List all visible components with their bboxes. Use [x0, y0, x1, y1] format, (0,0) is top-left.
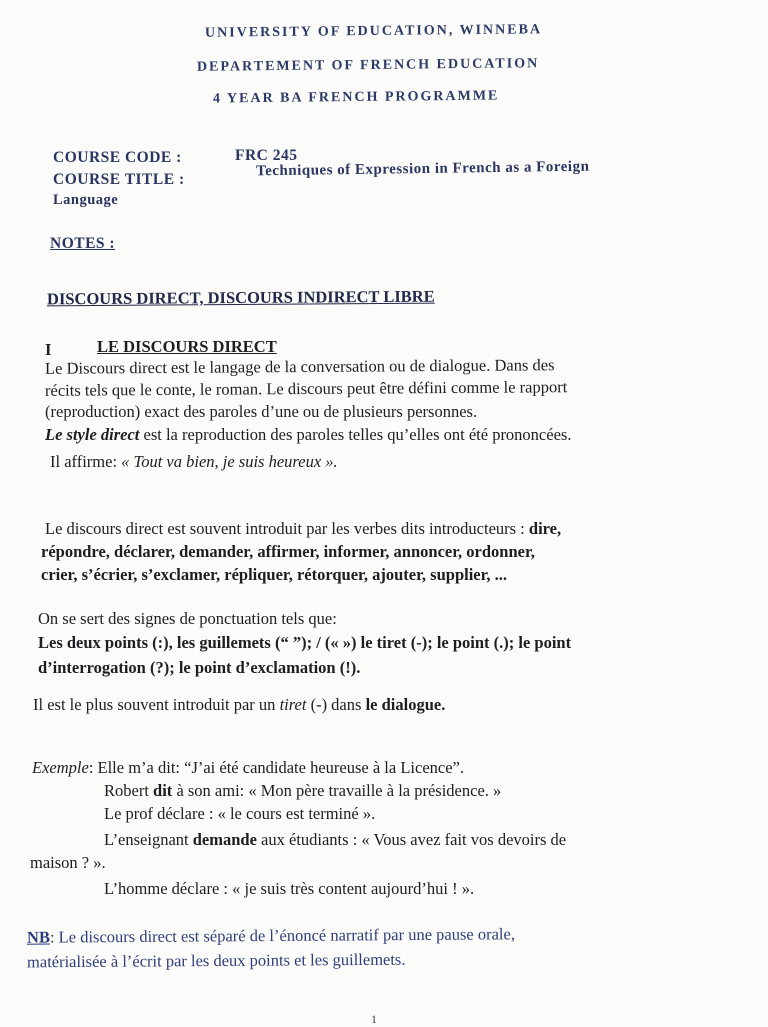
nb-line2: matérialisée à l’écrit par les deux points et les guillemets.	[26, 949, 406, 972]
para2-line1-text: Le discours direct est souvent introduit par les verbes dits introducteurs :	[45, 519, 529, 538]
para1-line5-lead: Il affirme:	[50, 452, 122, 471]
course-title-continued: Language	[53, 192, 119, 208]
nb-label: NB	[26, 927, 50, 947]
subsection-number: I	[45, 340, 52, 359]
para3-line3: d’interrogation (?); le point d’exclamation (!).	[38, 658, 361, 677]
para1-quote: « Tout va bien, je suis heureux ».	[121, 452, 338, 471]
course-code-value: FRC 245	[235, 147, 298, 164]
para4-b: (-) dans	[306, 695, 366, 714]
para2-line1	[45, 518, 561, 540]
example-line5: maison ? ».	[30, 853, 106, 872]
para1-line3: (reproduction) exact des paroles d’une ou de plusieurs personnes.	[45, 402, 478, 421]
example-line4	[104, 829, 566, 851]
para4	[33, 694, 445, 716]
style-direct-term: Le style direct	[45, 425, 140, 444]
department-name: DEPARTEMENT OF FRENCH EDUCATION	[196, 56, 540, 75]
subsection-title: LE DISCOURS DIRECT	[97, 337, 277, 356]
para1-line1: Le Discours direct est le langage de la conversation ou de dialogue. Dans des	[44, 355, 555, 378]
section-title: DISCOURS DIRECT, DISCOURS INDIRECT LIBRE	[46, 286, 435, 309]
para3-line2: Les deux points (:), les guillemets (“ ”); / (« ») le tiret (-); le point (.); le point	[38, 633, 572, 652]
nb-line1-text: : Le discours direct est séparé de l’énoncé narratif par une pause orale,	[49, 924, 515, 947]
example-line4-b: aux étudiants : « Vous avez fait vos devoirs de	[256, 830, 567, 849]
example-line4-a: L’enseignant	[104, 830, 193, 849]
programme-name: 4 YEAR BA FRENCH PROGRAMME	[212, 88, 500, 107]
course-title-label: COURSE TITLE :	[53, 171, 185, 188]
para4-a: Il est le plus souvent introduit par un	[33, 695, 280, 714]
para3-line1: On se sert des signes de ponctuation tels que:	[38, 609, 337, 628]
para1-line4	[45, 424, 571, 446]
para1-line4-rest: est la reproduction des paroles telles qu’elles ont été prononcées.	[139, 425, 572, 444]
example-line3: Le prof déclare : « le cours est terminé ».	[104, 804, 376, 823]
para4-tiret: tiret	[279, 695, 307, 714]
example-line4-bold: demande	[192, 830, 257, 849]
para2-line2: répondre, déclarer, demander, affirmer, informer, annoncer, ordonner,	[41, 542, 535, 561]
page-number: 1	[371, 1012, 377, 1026]
para1-line5	[50, 451, 338, 473]
nb-line1	[27, 923, 515, 948]
para1-line2: récits tels que le conte, le roman. Le discours peut être défini comme le rapport	[44, 377, 568, 400]
example-line2-a: Robert	[104, 781, 154, 800]
example-line6: L’homme déclare : « je suis très content aujourd’hui ! ».	[104, 879, 475, 898]
university-name: UNIVERSITY OF EDUCATION, WINNEBA	[204, 22, 543, 41]
example-line2-b: à son ami: « Mon père travaille à la présidence. »	[172, 781, 502, 800]
para2-line3: crier, s’écrier, s’exclamer, répliquer, rétorquer, ajouter, supplier, ...	[41, 565, 508, 584]
example-line1-text: : Elle m’a dit: “J’ai été candidate heureuse à la Licence”.	[88, 758, 464, 777]
course-code-label: COURSE CODE :	[53, 149, 182, 166]
example-label: Exemple	[32, 758, 89, 777]
example-line2-bold: dit	[153, 781, 173, 800]
example-line2	[104, 780, 501, 802]
example-line1	[32, 757, 464, 779]
course-title-value: Techniques of Expression in French as a Foreign	[255, 158, 590, 180]
para2-line1-bold: dire,	[528, 519, 562, 538]
notes-label: NOTES :	[50, 235, 116, 252]
para4-bold: le dialogue.	[365, 695, 446, 714]
